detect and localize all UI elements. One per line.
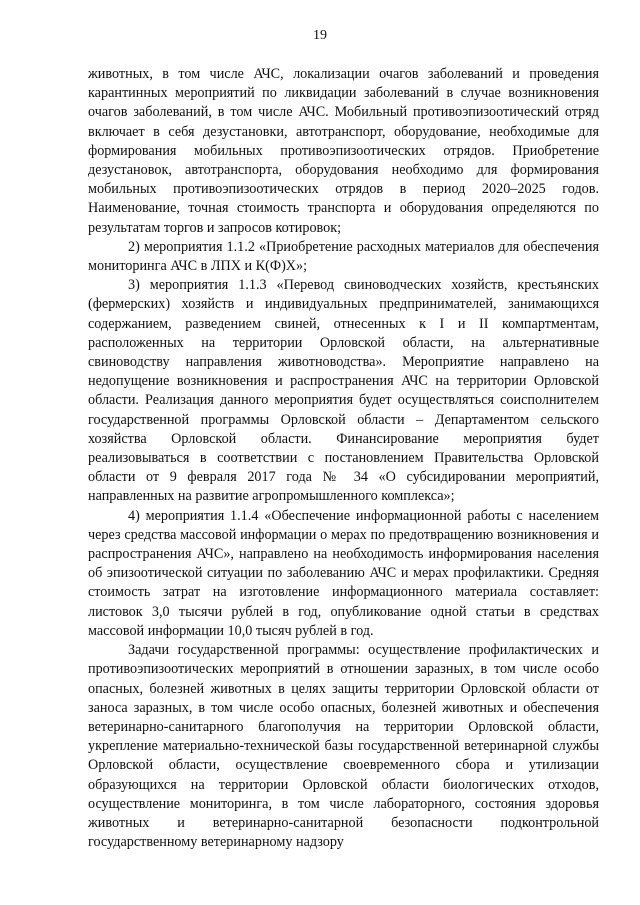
- paragraph-item-3: 3) мероприятия 1.1.3 «Перевод свиноводческих хозяйств, крестьянских (фермерских) хозяйств и индивидуальных предпринимателей, занимающихся содержанием, разведением свиней, отнесенных к I и II компартментам, расположенных на территории Орловской области, на альтернативные свиноводству направления животноводства». Мероприятие направлено на недопущение возникновения и распространения АЧС на территории Орловской области. Реализация данного мероприятия будет осуществляться соисполнителем государственной программы Орловской области – Департаментом сельского хозяйства Орловской области. Финансирование мероприятия будет реализовываться в соответствии с постановлением Правительства Орловской области от 9 февраля 2017 года № 34 «О субсидировании мероприятий, направленных на развитие агропромышленного комплекса»;: [88, 277, 599, 505]
- paragraph-continuation: животных, в том числе АЧС, локализации очагов заболеваний и проведения карантинных мероприятий по ликвидации заболеваний в случае возникновения очагов заболеваний, в том числе АЧС. Мобильный противоэпизоотический отряд включает в себя дезустановки, автотранспорт, оборудование, необходимые для формирования мобильных противоэпизоотических отрядов. Приобретение дезустановок, автотранспорта, оборудования необходимо для формирования мобильных противоэпизоотических отрядов в период 2020–2025 годов. Наименование, точная стоимость транспорта и оборудования определяются по результатам торгов и запросов котировок;: [88, 66, 599, 236]
- paragraph-item-2: 2) мероприятия 1.1.2 «Приобретение расходных материалов для обеспечения мониторинга АЧС в ЛПХ и К(Ф)Х»;: [88, 238, 599, 275]
- page-number: 19: [313, 28, 327, 43]
- paragraph-item-4: 4) мероприятия 1.1.4 «Обеспечение информационной работы с населением через средства массовой информации о мерах по предотвращению возникновения и распространения АЧС», направлено на необходимость информирования населения об эпизоотической ситуации по заболеванию АЧС и мерах профилактики. Средняя стоимость затрат на изготовление информационного материала составляет: листовок 3,0 тысячи рублей в год, опубликование одной статьи в средствах массовой информации 10,0 тысяч рублей в год.: [88, 507, 599, 639]
- body-text: [88, 65, 599, 852]
- paragraph-program-tasks: Задачи государственной программы: осуществление профилактических и противоэпизоотических мероприятий в отношении заразных, в том числе особо опасных, болезней животных в целях защиты территории Орловской области от заноса заразных, в том числе особо опасных, болезней животных и обеспечения ветеринарно-санитарного благополучия на территории Орловской области, укрепление материально-технической базы государственной ветеринарной службы Орловской области, осуществление своевременного сбора и утилизации образующихся на территории Орловской области биологических отходов, осуществление мониторинга, в том числе лабораторного, состояния здоровья животных и ветеринарно-санитарной безопасности подконтрольной государственному ветеринарному надзору: [88, 642, 599, 851]
